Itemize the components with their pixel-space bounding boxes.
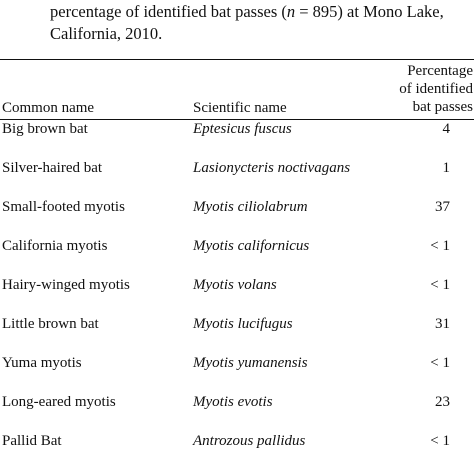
scientific-name-cell: Lasionycteris noctivagans bbox=[193, 160, 351, 176]
scientific-name-cell: Eptesicus fuscus bbox=[193, 121, 292, 137]
table-row bbox=[0, 353, 474, 373]
header-percentage-line-3: bat passes bbox=[412, 99, 473, 115]
common-name-cell: Small-footed myotis bbox=[2, 199, 125, 215]
table-row bbox=[0, 236, 474, 256]
caption-n-symbol: n bbox=[286, 2, 296, 21]
header-common-name: Common name bbox=[2, 100, 95, 116]
table-caption bbox=[50, 1, 470, 45]
scientific-name-cell: Myotis ciliolabrum bbox=[193, 199, 308, 215]
header-percentage bbox=[373, 62, 473, 116]
percentage-cell: 23 bbox=[435, 394, 450, 410]
common-name-cell: Long-eared myotis bbox=[2, 394, 116, 410]
common-name-cell: Silver-haired bat bbox=[2, 160, 103, 176]
common-name-cell: Hairy-winged myotis bbox=[2, 277, 130, 293]
common-name-cell: California myotis bbox=[2, 238, 108, 254]
header-scientific-name: Scientific name bbox=[193, 100, 287, 116]
scientific-name-cell: Myotis californicus bbox=[193, 238, 310, 254]
percentage-cell: < 1 bbox=[430, 433, 450, 449]
table-row bbox=[0, 275, 474, 295]
percentage-cell: 37 bbox=[435, 199, 450, 215]
table-top-rule bbox=[0, 59, 474, 60]
percentage-cell: < 1 bbox=[430, 277, 450, 293]
scientific-name-cell: Antrozous pallidus bbox=[193, 433, 306, 449]
percentage-cell: 31 bbox=[435, 316, 450, 332]
scientific-name-cell: Myotis evotis bbox=[193, 394, 273, 410]
percentage-cell: < 1 bbox=[430, 238, 450, 254]
scientific-name-cell: Myotis yumanensis bbox=[193, 355, 308, 371]
common-name-cell: Yuma myotis bbox=[2, 355, 82, 371]
table-row bbox=[0, 197, 474, 217]
header-percentage-line-2: of identified bbox=[399, 81, 473, 97]
common-name-cell: Little brown bat bbox=[2, 316, 99, 332]
caption-line-2: California, 2010. bbox=[50, 24, 163, 43]
scientific-name-cell: Myotis lucifugus bbox=[193, 316, 293, 332]
header-percentage-line-1: Percentage bbox=[407, 63, 473, 79]
table-row bbox=[0, 119, 474, 139]
common-name-cell: Pallid Bat bbox=[2, 433, 62, 449]
common-name-cell: Big brown bat bbox=[2, 121, 88, 137]
table-row bbox=[0, 314, 474, 334]
percentage-cell: 4 bbox=[442, 121, 450, 137]
table-row bbox=[0, 431, 474, 451]
percentage-cell: < 1 bbox=[430, 355, 450, 371]
table-row bbox=[0, 392, 474, 412]
caption-line-1-suffix: = 895) at Mono Lake, bbox=[295, 2, 444, 21]
scientific-name-cell: Myotis volans bbox=[193, 277, 277, 293]
caption-line-1 bbox=[50, 1, 470, 23]
percentage-cell: 1 bbox=[442, 160, 450, 176]
caption-line-1-prefix: percentage of identified bat passes ( bbox=[50, 2, 287, 21]
table-row bbox=[0, 158, 474, 178]
